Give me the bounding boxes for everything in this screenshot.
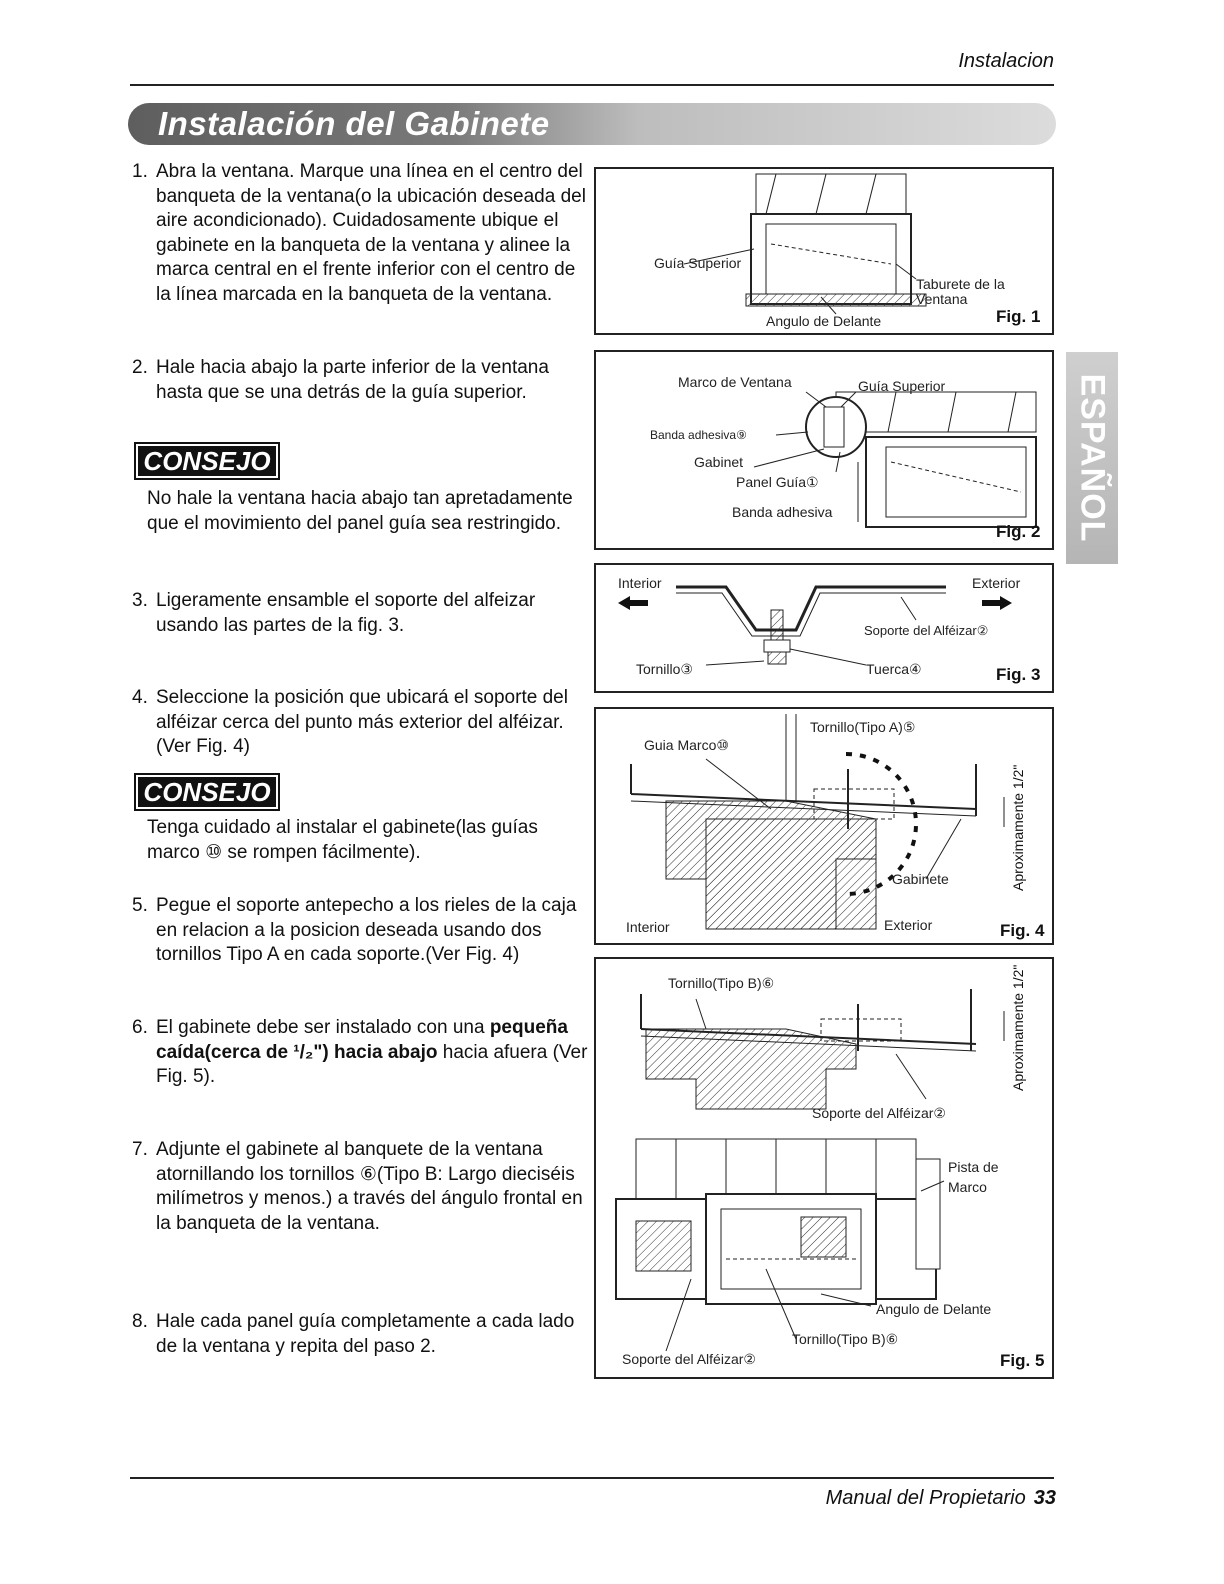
- section-banner: [128, 103, 1056, 145]
- page-number: 33: [1033, 1487, 1056, 1509]
- step-number: 2.: [132, 357, 148, 378]
- step-text: Hale hacia abajo la parte inferior de la ventana hasta que se una detrás de la guía superior.: [156, 357, 549, 403]
- step-2: [132, 356, 592, 405]
- fig5-number: Fig. 5: [1000, 1351, 1045, 1370]
- fig5-label-tornillo-bottom: Tornillo(Tipo B)⑥: [792, 1331, 899, 1347]
- figure-5: [594, 957, 1054, 1379]
- tip-text: No hale la ventana hacia abajo tan apretadamente que el movimiento del panel guía sea restringido.: [147, 488, 573, 534]
- fig4-label-gabinete: Gabinete: [892, 871, 949, 887]
- fig2-number: Fig. 2: [996, 522, 1041, 541]
- step-text-pre: El gabinete debe ser instalado con una: [156, 1017, 490, 1038]
- step-text: Adjunte el gabinete al banquete de la ventana atornillando los tornillos ⑥(Tipo B: Largo dieciséis milímetros y menos.) a través del ángulo frontal en la banqueta de la ventana.: [156, 1139, 583, 1234]
- step-text: Pegue el soporte antepecho a los rieles de la caja en relacion a la posicion deseada usando dos tornillos Tipo A en cada soporte.(Ver Fig. 4): [156, 895, 577, 965]
- fig2-label-banda: Banda adhesiva: [732, 504, 833, 520]
- fig3-number: Fig. 3: [996, 665, 1041, 684]
- fig5-label-angulo: Angulo de Delante: [876, 1301, 992, 1317]
- fig4-label-exterior: Exterior: [884, 917, 933, 933]
- step-3: [132, 589, 592, 638]
- step-6: [132, 1016, 592, 1090]
- figure-2: [594, 350, 1054, 550]
- footer-title: Manual del Propietario: [825, 1487, 1026, 1509]
- tip-text: Tenga cuidado al instalar el gabinete(las guías marco ⑩ se rompen fácilmente).: [147, 817, 538, 863]
- section-title: Instalacion: [958, 50, 1054, 72]
- step-text: Abra la ventana. Marque una línea en el centro del banqueta de la ventana(o la ubicación deseada del aire acondicionado). Cuidadosamente ubique el gabinete en la banqueta de la ventana y alinee la marca central en el frente inferior con el centro de la línea marcada en la banqueta de la ventana.: [156, 161, 586, 305]
- step-8: [132, 1310, 592, 1359]
- step-7: [132, 1138, 592, 1236]
- step-number: 1.: [132, 161, 148, 182]
- fig4-label-guia-marco: Guia Marco⑩: [644, 737, 729, 753]
- step-text: Seleccione la posición que ubicará el soporte del alféizar cerca del punto más exterior del alféizar.(Ver Fig. 4): [156, 687, 568, 757]
- fig3-label-soporte: Soporte del Alféizar②: [864, 623, 989, 638]
- fig4-label-tornillo: Tornillo(Tipo A)⑤: [810, 719, 916, 735]
- fig2-label-panel: Panel Guía①: [736, 474, 819, 490]
- fig4-label-interior: Interior: [626, 919, 670, 935]
- fig1-label-angulo: Angulo de Delante: [766, 313, 882, 329]
- footer: [826, 1487, 1056, 1510]
- fig2-label-banda9: Banda adhesiva⑨: [650, 428, 747, 442]
- language-tab: [1066, 352, 1118, 564]
- fig4-number: Fig. 4: [1000, 921, 1045, 940]
- fig1-label-guia: Guía Superior: [654, 255, 742, 271]
- step-text: [156, 1016, 592, 1090]
- step-number: 8.: [132, 1311, 148, 1332]
- figure-4: [594, 707, 1054, 945]
- fig2-label-gabinet: Gabinet: [694, 454, 744, 470]
- language-tab-label: ESPAÑOL: [1073, 373, 1112, 543]
- fig2-label-guia: Guía Superior: [858, 378, 946, 394]
- step-text: Hale cada panel guía completamente a cada lado de la ventana y repita del paso 2.: [156, 1311, 575, 1357]
- footer-rule: [130, 1477, 1054, 1479]
- fig1-label-taburete: Taburete de la Ventana: [916, 276, 1005, 307]
- step-number: 5.: [132, 895, 148, 916]
- fig4-label-aprox: Aproximamente 1/2": [1010, 764, 1026, 891]
- step-text-post: hacia afuera (Ver Fig. 5).: [156, 1041, 588, 1087]
- step-text: Ligeramente ensamble el soporte del alfeizar usando las partes de la fig. 3.: [156, 590, 536, 636]
- step-number: 7.: [132, 1139, 148, 1160]
- fig3-label-interior: Interior: [618, 575, 662, 591]
- fig5-label-pista: Pista de Marco: [948, 1159, 999, 1195]
- fig5-label-tornillo-top: Tornillo(Tipo B)⑥: [668, 975, 775, 991]
- figure-1-drawing: [596, 169, 1052, 333]
- banner-title: Instalación del Gabinete: [158, 105, 550, 142]
- fig2-label-marco: Marco de Ventana: [678, 374, 792, 390]
- fig5-label-soporte-top: Soporte del Alféizar②: [812, 1105, 946, 1121]
- step-5: [132, 894, 592, 968]
- step-1: [132, 160, 592, 307]
- step-4: [132, 686, 592, 760]
- fig1-number: Fig. 1: [996, 307, 1041, 326]
- fig3-label-tornillo: Tornillo③: [636, 661, 693, 677]
- fig5-label-aprox: Aproximamente 1/2": [1010, 964, 1026, 1091]
- figure-3: [594, 563, 1054, 693]
- fig3-label-tuerca: Tuerca④: [866, 661, 922, 677]
- step-text-bold: pequeña caída(cerca de ¹/₂") hacia abajo: [156, 1017, 568, 1063]
- figure-1: [594, 167, 1054, 335]
- step-number: 6.: [132, 1017, 148, 1038]
- step-number: 3.: [132, 590, 148, 611]
- fig5-label-soporte-bottom: Soporte del Alféizar②: [622, 1351, 756, 1367]
- step-number: 4.: [132, 687, 148, 708]
- tip-badge: CONSEJO: [134, 773, 280, 811]
- header-rule: [130, 84, 1054, 86]
- fig3-label-exterior: Exterior: [972, 575, 1021, 591]
- tip-badge: CONSEJO: [134, 442, 280, 480]
